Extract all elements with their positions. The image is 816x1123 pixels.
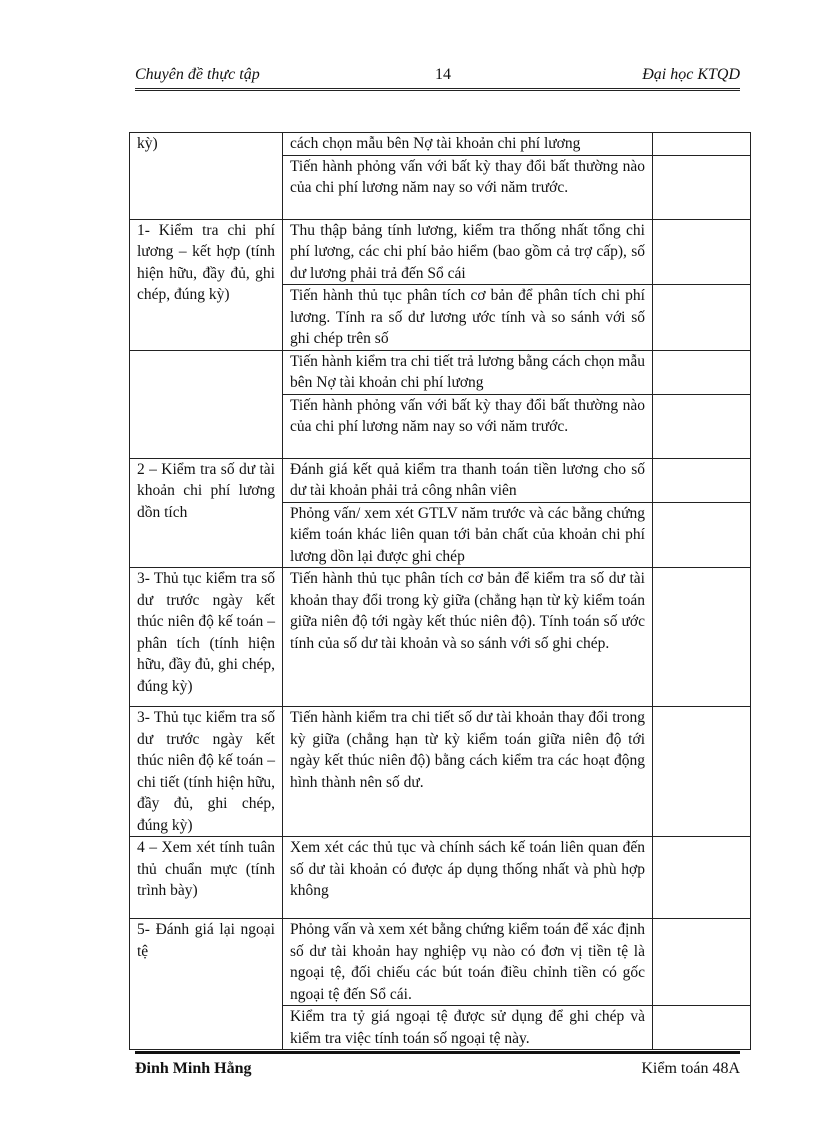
reference-cell — [653, 133, 751, 156]
reference-cell — [653, 155, 751, 219]
table-row — [130, 919, 751, 1006]
objective-cell: 5- Đánh giá lại ngoại tệ — [130, 919, 283, 1050]
procedure-cell: Phỏng vấn/ xem xét GTLV năm trước và các bằng chứng kiểm toán khác liên quan tới bản chất của khoản chi phí lương dồn lại được ghi chép — [283, 502, 653, 568]
procedure-cell: Tiến hành phỏng vấn với bất kỳ thay đổi bất thường nào của chi phí lương năm nay so với năm trước. — [283, 155, 653, 219]
objective-cell — [130, 350, 283, 458]
reference-cell — [653, 837, 751, 919]
procedure-cell: Tiến hành thủ tục phân tích cơ bản để kiểm tra số dư tài khoản thay đổi trong kỳ giữa (chẳng hạn từ kỳ kiểm toán giữa niên độ tới ngày kết thúc niên độ). Tính toán số ước tính của số dư tài khoản và so sánh với số ghi chép. — [283, 568, 653, 707]
reference-cell — [653, 919, 751, 1006]
objective-cell: 4 – Xem xét tính tuân thủ chuẩn mực (tính trình bày) — [130, 837, 283, 919]
reference-cell — [653, 350, 751, 394]
table-row — [130, 219, 751, 285]
reference-cell — [653, 502, 751, 568]
procedure-cell: cách chọn mẫu bên Nợ tài khoản chi phí lương — [283, 133, 653, 156]
table-row — [130, 707, 751, 837]
procedure-cell: Kiểm tra tỷ giá ngoại tệ được sử dụng để ghi chép và kiểm tra việc tính toán số ngoại tệ này. — [283, 1006, 653, 1050]
reference-cell — [653, 285, 751, 351]
page-footer — [135, 1051, 740, 1077]
objective-cell: kỳ) — [130, 133, 283, 220]
class-name: Kiểm toán 48A — [641, 1060, 740, 1077]
procedure-cell: Thu thập bảng tính lương, kiểm tra thống nhất tổng chi phí lương, các chi phí bảo hiểm (bao gồm cả trợ cấp), số dư lương phải trả đến Sổ cái — [283, 219, 653, 285]
objective-cell: 2 – Kiểm tra số dư tài khoản chi phí lương dồn tích — [130, 458, 283, 568]
table-row — [130, 350, 751, 394]
procedure-cell: Đánh giá kết quả kiểm tra thanh toán tiền lương cho số dư tài khoản phải trả công nhân viên — [283, 458, 653, 502]
objective-cell: 3- Thủ tục kiểm tra số dư trước ngày kết thúc niên độ kế toán – phân tích (tính hiện hữu, đầy đủ, ghi chép, đúng kỳ) — [130, 568, 283, 707]
author-name: Đinh Minh Hằng — [135, 1060, 252, 1077]
reference-cell — [653, 458, 751, 502]
procedure-cell: Tiến hành kiểm tra chi tiết số dư tài khoản thay đổi trong kỳ giữa (chẳng hạn từ kỳ kiểm toán giữa niên độ tới ngày kết thúc niên độ) bằng cách kiểm tra các hoạt động hình thành nên số dư. — [283, 707, 653, 837]
page-header — [135, 64, 740, 91]
reference-cell — [653, 568, 751, 707]
header-title: Chuyên đề thực tập — [135, 66, 260, 83]
audit-procedure-table — [129, 132, 751, 1050]
reference-cell — [653, 1006, 751, 1050]
objective-cell: 3- Thủ tục kiểm tra số dư trước ngày kết thúc niên độ kế toán – chi tiết (tính hiện hữu, đầy đủ, ghi chép, đúng kỳ) — [130, 707, 283, 837]
header-university: Đại học KTQD — [642, 66, 740, 83]
reference-cell — [653, 219, 751, 285]
page-number: 14 — [435, 66, 451, 83]
procedure-cell: Tiến hành phỏng vấn với bất kỳ thay đổi bất thường nào của chi phí lương năm nay so với năm trước. — [283, 394, 653, 458]
table-row — [130, 568, 751, 707]
table-row — [130, 837, 751, 919]
table-row — [130, 458, 751, 502]
table-row — [130, 133, 751, 156]
objective-cell: 1- Kiểm tra chi phí lương – kết hợp (tính hiện hữu, đầy đủ, ghi chép, đúng kỳ) — [130, 219, 283, 350]
procedure-cell: Phỏng vấn và xem xét bằng chứng kiểm toán để xác định số dư tài khoản hay nghiệp vụ nào có đơn vị tiền tệ là ngoại tệ, đối chiếu các bút toán điều chỉnh tiền có gốc ngoại tệ đến Sổ cái. — [283, 919, 653, 1006]
procedure-cell: Tiến hành thủ tục phân tích cơ bản để phân tích chi phí lương. Tính ra số dư lương ước tính và so sánh với số ghi chép trên số — [283, 285, 653, 351]
procedure-cell: Tiến hành kiểm tra chi tiết trả lương bằng cách chọn mẫu bên Nợ tài khoản chi phí lương — [283, 350, 653, 394]
reference-cell — [653, 394, 751, 458]
procedure-cell: Xem xét các thủ tục và chính sách kế toán liên quan đến số dư tài khoản có được áp dụng thống nhất và phù hợp không — [283, 837, 653, 919]
reference-cell — [653, 707, 751, 837]
